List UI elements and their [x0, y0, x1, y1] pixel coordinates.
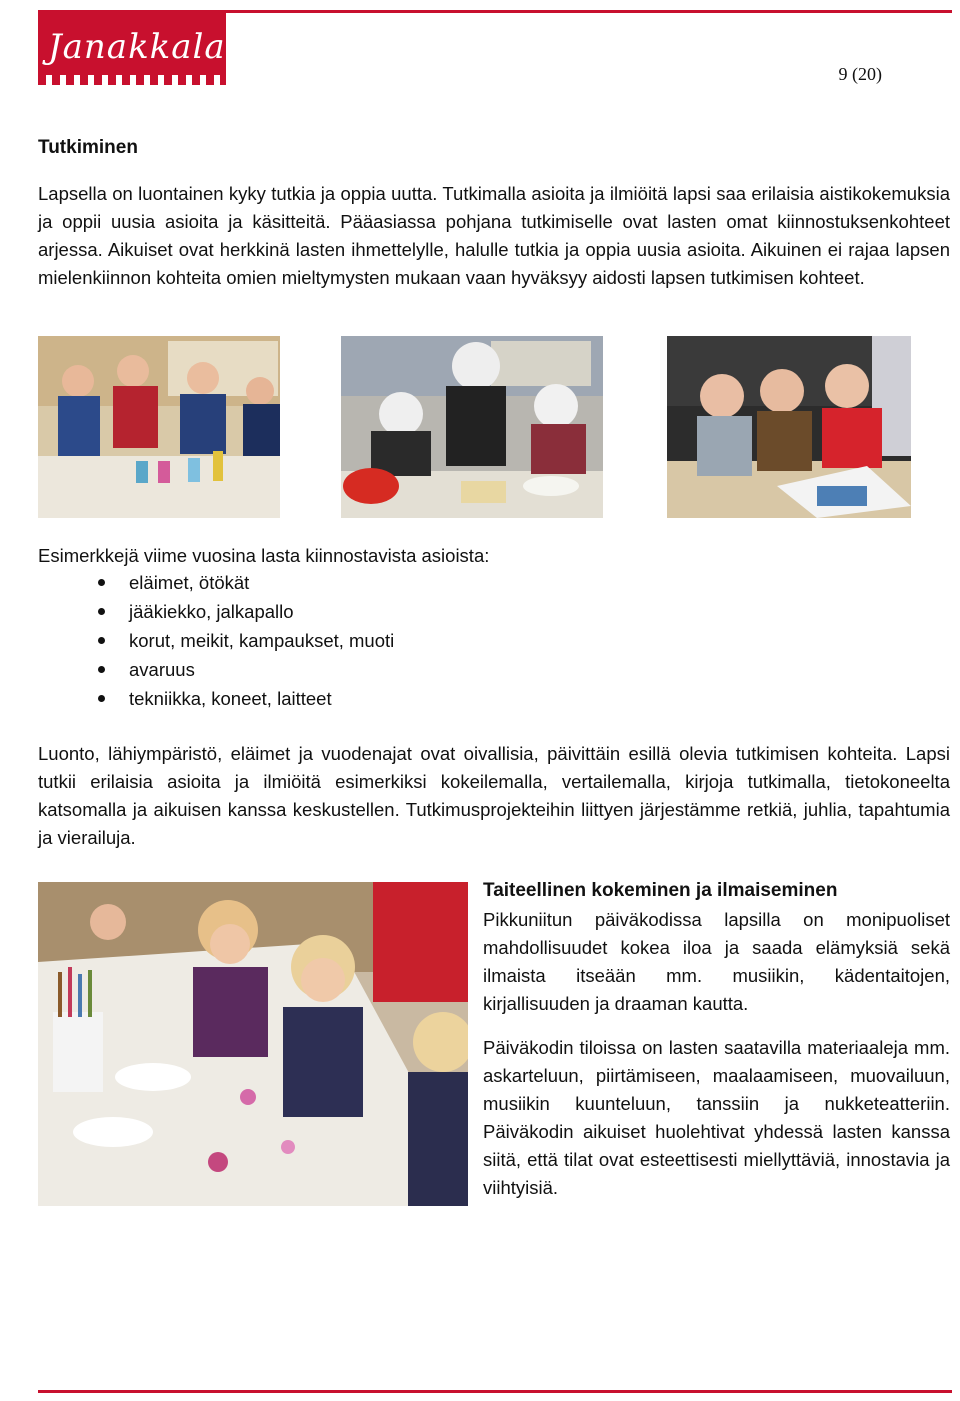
- bullet-icon: [98, 666, 105, 673]
- paragraph-taiteellinen-2: Päiväkodin tiloissa on lasten saatavilla materiaaleja mm. askarteluun, piirtämiseen, maalaamiseen, muovailuun, musiikin kuunteluun, tanssiin ja nukketeatteriin. Päiväkodin aikuiset huolehtivat yhdessä lasten kanssa siitä, että tilat ovat esteettisesti miellyttäviä, innostavia ja viihtyisiä.: [483, 1037, 950, 1198]
- paragraph-taiteellinen-1: Pikkuniitun päiväkodissa lapsilla on monipuoliset mahdollisuudet kokea iloa ja saada elämyksiä sekä ilmaista itseään mm. musiikin, kädentaitojen, kirjallisuuden ja draaman kautta.: [483, 909, 950, 1014]
- photo-children-painting: [38, 882, 468, 1206]
- logo-text: Janakkala: [48, 27, 226, 67]
- bottom-rule: [38, 1390, 952, 1393]
- list-item: avaruus: [38, 655, 394, 684]
- list-item: korut, meikit, kampaukset, muoti: [38, 626, 394, 655]
- paragraph-luonto: Luonto, lähiympäristö, eläimet ja vuodenajat ovat oivallisia, päivittäin esillä olevia tutkimisen kohteita. Lapsi tutkii erilaisia asioita ja ilmiöitä esimerkiksi kokeilemalla, vertailemalla, kirjoja tutkimalla, tietokoneelta katsomalla ja aikuisen kanssa keskustellen. Tutkimusprojekteihin liittyen järjestämme retkiä, juhlia, tapahtumia ja vierailuja.: [38, 743, 950, 848]
- photo-children-coloured-water: [38, 336, 280, 518]
- photo-children-reading-book: [667, 336, 911, 518]
- list-item: tekniikka, koneet, laitteet: [38, 684, 394, 713]
- paragraph-tutkiminen: Lapsella on luontainen kyky tutkia ja oppia uutta. Tutkimalla asioita ja ilmiöitä lapsi saa erilaisia aistikokemuksia ja oppii uusia asioita ja käsitteitä. Pääasiassa pohjana tutkimiselle ovat lasten omat kiinnostuksenkohteet arjessa. Aikuiset ovat herkkinä lasten ihmettelylle, halulle tutkia ja oppia uusia asioita. Aikuinen ei rajaa lapsen mielenkiinnon kohteita omien mieltymysten mukaan vaan hyväksyy aidosti lapsen tutkimisen kohteet.: [38, 183, 950, 288]
- bullet-icon: [98, 608, 105, 615]
- janakkala-logo: [38, 13, 226, 85]
- bullet-icon: [98, 695, 105, 702]
- bullet-icon: [98, 637, 105, 644]
- section-heading-tutkiminen: Tutkiminen: [38, 137, 138, 158]
- list-item: eläimet, ötökät: [38, 568, 394, 597]
- interests-intro: Esimerkkejä viime vuosina lasta kiinnostavista asioista:: [38, 545, 490, 566]
- page-number: 9 (20): [838, 64, 882, 84]
- interests-list: [38, 568, 394, 713]
- bullet-icon: [98, 579, 105, 586]
- list-item: jääkiekko, jalkapallo: [38, 597, 394, 626]
- section-heading-taiteellinen: Taiteellinen kokeminen ja ilmaiseminen: [483, 880, 838, 901]
- photo-children-baking: [341, 336, 603, 518]
- logo-crenellation: [38, 75, 226, 85]
